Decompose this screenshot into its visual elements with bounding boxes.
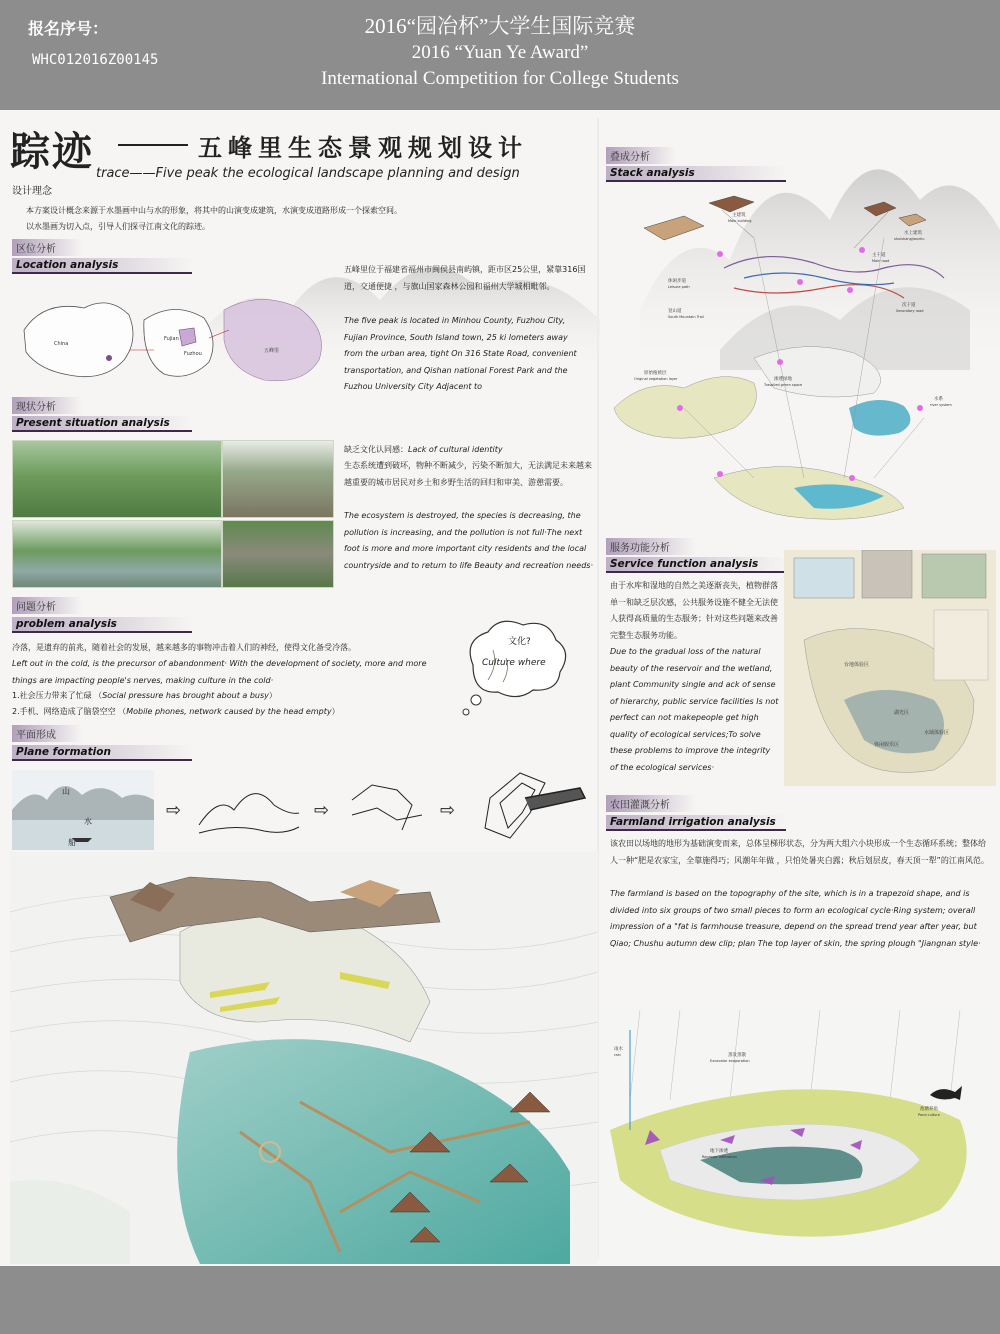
aerial-rendering: [10, 852, 598, 1264]
ink-label-boat: 船: [68, 838, 76, 847]
present-heading-en: Present situation analysis: [12, 416, 192, 432]
location-heading-en: Location analysis: [12, 258, 192, 274]
plane-heading-cn: 平面形成: [12, 725, 82, 742]
road-sketch: [342, 770, 432, 845]
project-title-cn: 踪迹: [10, 128, 94, 175]
roads-layer: [724, 257, 944, 298]
farm-label-rain-en: rain: [614, 1053, 621, 1057]
stack-label-secondary-en: Secondary road: [896, 309, 924, 313]
problem-item-1: [12, 688, 452, 705]
stack-label-veg-cn: 原始植被层: [644, 371, 667, 376]
poster-footer: [0, 1266, 1000, 1334]
arrow-right-icon: ⇨: [314, 800, 330, 821]
farm-label-fish-en: Pond culture: [918, 1113, 940, 1117]
present-identity-cn: 缺乏文化认同感：: [344, 445, 408, 454]
site-photo-4: [222, 520, 334, 588]
service-photo-3: [922, 554, 986, 598]
competition-subtitle-en: International Competition for College Students: [321, 68, 679, 89]
map-label-fuzhou: Fuzhou: [184, 351, 202, 357]
service-map: [784, 550, 996, 786]
poster-header: [0, 0, 1000, 110]
plan-sketch: [470, 758, 590, 848]
stack-label-green-en: Traspiled green space: [764, 383, 803, 387]
stack-label-main-road-en: Main road: [872, 259, 890, 263]
site-detail-map: [224, 299, 322, 380]
map-label-china: China: [54, 341, 69, 347]
service-text-cn: 由于水库和湿地的自然之美逐渐丧失，植物群落单一和缺乏层次感，公共服务设施不健全无法使人获得高质量的生态服务；针对这些问题来改善完整生态服务功能。: [610, 581, 778, 640]
problem-item-2-cn: 2.手机、网络造成了脑袋空空 （: [12, 707, 127, 716]
design-concept-text-1: 本方案设计概念来源于水墨画中山与水的形象，将其中的山演变成建筑，水演变成道路形成一个探索空间。: [26, 206, 402, 215]
service-map-label-1: 台地体验区: [844, 662, 870, 668]
stack-heading-cn: 叠成分析: [606, 147, 676, 164]
problem-text-cn: 冷落，是遗弃的前兆，随着社会的发展，越来越多的事物冲击着人们的神经，使得文化备受冷落。: [12, 643, 356, 652]
title-dash: [118, 144, 188, 146]
bubble-question: 文化?: [508, 637, 531, 647]
stack-heading-en: Stack analysis: [606, 166, 786, 182]
problem-item-1-cn: 1.社会压力带来了忙碌 （: [12, 691, 103, 700]
map-label-fujian: Fujian: [164, 336, 179, 342]
location-maps: [14, 290, 344, 390]
registration-label: 报名序号：: [28, 19, 109, 38]
farm-label-rain-cn: 雨水: [614, 1047, 623, 1052]
project-title-en: trace——Five peak the ecological landscape planning and design: [96, 166, 520, 181]
problem-item-1-end: ）: [268, 691, 277, 700]
service-heading-en: Service function analysis: [606, 557, 786, 573]
farm-label-evap-cn: 蒸发蒸散: [728, 1053, 746, 1058]
ink-label-water: 水: [84, 817, 92, 826]
farmland-heading-cn: 农田灌溉分析: [606, 795, 696, 812]
farm-label-infil-en: Recessor infiltration: [702, 1155, 737, 1159]
stack-label-leisure-en: Leisure path: [668, 285, 690, 289]
project-subtitle-cn: 五峰里生态景观规划设计: [198, 133, 528, 162]
service-text-en: Due to the gradual loss of the natural beauty of the reservoir and the wetland, plant Community single and ack of sense of hierarchy, public service facilities Is not perfect can not makepeople get high quality of ecological services;To solve these problems to improve the integrity of the ecological services·: [610, 647, 779, 772]
farmland-text-en: The farmland is based on the topography of the site, which is in a trapezoid shape, and is divided into six groups of two small pieces to form an ecological cycle·Ring system; overall impression of a "fat is farmhouse treasure, depend on the spread trend year after year, but Qiao; Chushu autumn dew clip; plan The top layer of skin, the spring plough "Jiangnan style·: [610, 889, 981, 948]
service-photo-1: [794, 558, 854, 598]
site-photo-3: [12, 520, 222, 588]
location-heading-cn: 区位分析: [12, 239, 82, 256]
poster-board: [0, 110, 1000, 1266]
stack-label-main-building-cn: 主建筑: [732, 213, 746, 218]
stack-label-veg-en: Original vegetation layer: [634, 377, 678, 381]
china-map: [24, 303, 133, 377]
plane-heading-en: Plane formation: [12, 745, 192, 761]
stack-diagram: [604, 178, 996, 528]
map-label-site: 五峰里: [264, 348, 280, 354]
stack-label-secondary-cn: 次干道: [902, 303, 916, 308]
site-photo-1: [12, 440, 222, 518]
problem-heading-en: problem analysis: [12, 617, 192, 633]
design-concept-heading: 设计理念: [12, 186, 52, 197]
service-legend: [934, 610, 988, 680]
stack-label-water-en: river system: [930, 403, 952, 407]
stack-label-trail-en: South Mountain Trail: [668, 315, 704, 319]
present-identity: [344, 442, 592, 459]
water-layer: [849, 400, 910, 436]
service-map-label-3: 水域体验区: [924, 730, 950, 736]
service-heading-cn: 服务功能分析: [606, 538, 696, 555]
fujian-map: [144, 309, 213, 376]
arrow-right-icon: ⇨: [440, 800, 456, 821]
site-photo-2: [222, 440, 334, 518]
farm-label-evap-en: Excavator evaporation: [710, 1059, 750, 1063]
stack-label-water-building-en: shuishangjianzhu: [894, 237, 925, 241]
location-marker-china: [106, 355, 112, 361]
thought-bubble: [448, 610, 578, 720]
farm-label-infil-cn: 地下渗透: [710, 1149, 728, 1154]
problem-item-2: [12, 704, 452, 721]
farmland-diagram: [600, 1010, 996, 1264]
arrow-right-icon: ⇨: [166, 800, 182, 821]
problem-item-2-end: ）: [331, 707, 340, 716]
ink-label-mountain: 山: [62, 787, 70, 796]
service-map-label-4: 休闲娱乐区: [874, 742, 900, 748]
farmland-heading-en: Farmland irrigation analysis: [606, 815, 786, 831]
bubble-text: Culture where: [482, 658, 546, 668]
farmland-text-cn: 该农田以场地的地形为基础演变而来，总体呈梯形状态，分为两大组六小块形成一个生态循环系统；整体给人一种“肥是农家宝，全靠施得巧；风潮年年做 ，只怕处暑夹白露；秋后划层皮，春天顶一犁”的江南风范。: [610, 839, 989, 865]
buildings-layer: [644, 196, 926, 240]
service-photo-2: [862, 550, 912, 598]
present-text-en: The ecosystem is destroyed, the species is decreasing, the pollution is increasing, and the pollution is not full·The next foot is more and more important city residents and the local countryside and to return to life Beauty and recreation needs·: [344, 511, 593, 570]
farm-label-fish-cn: 池塘养鱼: [920, 1107, 938, 1112]
problem-item-2-en: Mobile phones, network caused by the head empty: [126, 707, 332, 716]
stack-label-main-road-cn: 主干道: [872, 253, 886, 258]
location-text-en: The five peak is located in Minhou County, Fuzhou City, Fujian Province, South Island town, 25 ki lometers away from the urban area, tight On 316 State Road, convenient transportation, and Qishan national Forest Park and the Fuzhou University City Adjacent to: [344, 316, 577, 391]
registration-number: WHC012016Z00145: [32, 52, 159, 68]
present-text-cn: 生态系统遭到破坏，物种不断减少，污染不断加大，无法满足未来越来越重要的城市居民对乡土和乡野生活的回归和审美、游憩需要。: [344, 461, 592, 487]
problem-item-1-en: Social pressure has brought about a busy: [102, 691, 269, 700]
design-concept-text-2: 以水墨画为切入点，引导人们探寻江南文化的踪迹。: [26, 222, 210, 231]
mountain-sketch: [194, 775, 304, 845]
stack-label-green-cn: 渗透绿地: [774, 377, 792, 382]
competition-title-cn: 2016“园冶杯”大学生国际竞赛: [364, 14, 636, 38]
vegetation-layer: [614, 377, 757, 439]
competition-title-en: 2016 “Yuan Ye Award”: [411, 42, 589, 63]
location-text-cn: 五峰里位于福建省福州市闽侯县南屿镇，距市区25公里，紧靠316国道，交通便捷 ，与旗山国家森林公园和福州大学城相毗邻。: [344, 265, 586, 291]
present-identity-en: Lack of cultural identity: [408, 445, 503, 454]
problem-heading-cn: 问题分析: [12, 597, 82, 614]
problem-text-en: Left out in the cold, is the precursor of abandonment· With the development of society, more and more things are impacting people's nerves, making culture in the cold·: [12, 659, 427, 685]
service-map-label-2: 湖光区: [894, 710, 910, 716]
stack-label-water-building-cn: 水上建筑: [904, 231, 922, 236]
ink-painting: [12, 770, 154, 850]
present-heading-cn: 现状分析: [12, 397, 82, 414]
stack-label-leisure-cn: 休闲步道: [668, 279, 686, 284]
stack-label-main-building-en: Main building: [728, 219, 752, 223]
stack-label-trail-cn: 登山道: [668, 309, 682, 314]
stack-label-water-cn: 水系: [934, 397, 943, 402]
